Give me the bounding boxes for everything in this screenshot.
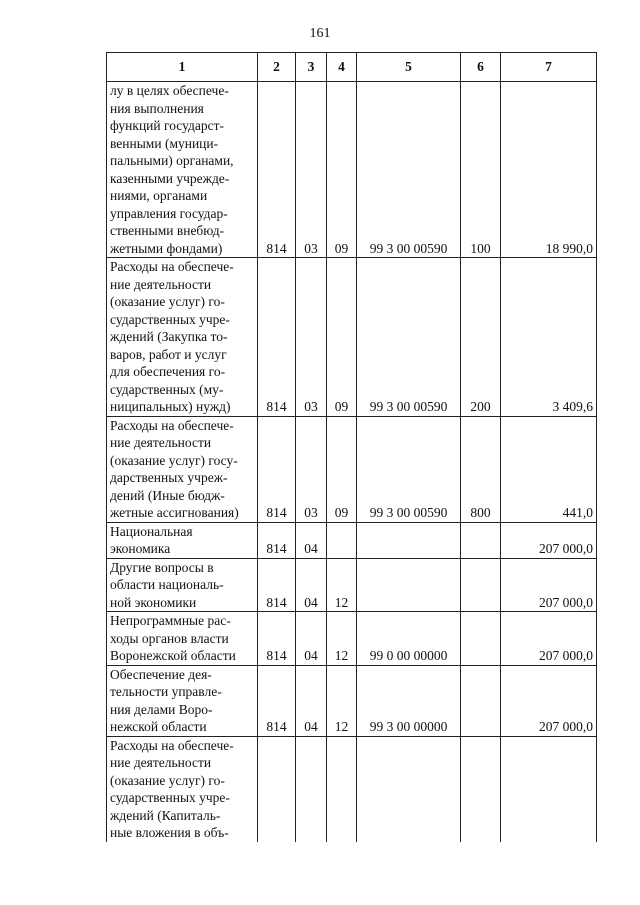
table-row (107, 416, 597, 522)
table-row (107, 612, 597, 666)
row-sum: 207 000,0 (501, 558, 597, 612)
row-vr (461, 665, 501, 736)
row-rz: 04 (296, 612, 327, 666)
row-name: Непрограммные рас- ходы органов власти Воронежской области (107, 612, 258, 666)
row-csr: 99 0 00 00000 (357, 612, 461, 666)
row-name: Другие вопросы в области националь- ной экономики (107, 558, 258, 612)
row-ved: 814 (258, 522, 296, 558)
row-name: лу в целях обеспече- ния выполнения функций государст- венными (муници- пальными) органами, казенными учрежде- ниями, органами управления государ- ственными внебюд- жетными фондами) (107, 82, 258, 258)
row-name: Расходы на обеспече- ние деятельности (оказание услуг) госу- дарственных учреж- дений (Иные бюдж- жетные ассигнования) (107, 416, 258, 522)
row-csr (357, 558, 461, 612)
row-pr: 09 (327, 258, 357, 417)
row-sum: 207 000,0 (501, 612, 597, 666)
row-ved: 814 (258, 416, 296, 522)
row-csr (357, 522, 461, 558)
row-csr: 99 3 00 00000 (357, 665, 461, 736)
row-ved: 814 (258, 558, 296, 612)
table-row (107, 736, 597, 842)
row-ved: 814 (258, 612, 296, 666)
row-name: Расходы на обеспече- ние деятельности (оказание услуг) го- сударственных учре- ждений (Закупка то- варов, работ и услуг для обеспечения го- сударственных (му- ниципальных) нужд) (107, 258, 258, 417)
row-csr: 99 3 00 00590 (357, 82, 461, 258)
table-row (107, 558, 597, 612)
row-vr: 800 (461, 416, 501, 522)
row-pr (327, 736, 357, 842)
row-rz (296, 736, 327, 842)
row-csr: 99 3 00 00590 (357, 416, 461, 522)
row-pr (327, 522, 357, 558)
row-ved: 814 (258, 258, 296, 417)
row-rz: 03 (296, 258, 327, 417)
column-header-csr: 5 (357, 53, 461, 82)
row-rz: 04 (296, 522, 327, 558)
row-sum: 441,0 (501, 416, 597, 522)
budget-table (106, 52, 597, 842)
row-rz: 03 (296, 82, 327, 258)
row-ved: 814 (258, 665, 296, 736)
row-vr (461, 612, 501, 666)
column-header-ved: 2 (258, 53, 296, 82)
row-vr (461, 522, 501, 558)
row-vr (461, 558, 501, 612)
row-sum: 207 000,0 (501, 665, 597, 736)
column-header-pr: 4 (327, 53, 357, 82)
header-row (107, 53, 597, 82)
table-row (107, 665, 597, 736)
column-header-vr: 6 (461, 53, 501, 82)
table-row (107, 82, 597, 258)
row-vr: 100 (461, 82, 501, 258)
table-row (107, 522, 597, 558)
row-sum: 18 990,0 (501, 82, 597, 258)
row-name: Обеспечение дея- тельности управле- ния делами Воро- нежской области (107, 665, 258, 736)
row-pr: 12 (327, 558, 357, 612)
row-vr (461, 736, 501, 842)
row-sum: 207 000,0 (501, 522, 597, 558)
row-ved (258, 736, 296, 842)
row-csr: 99 3 00 00590 (357, 258, 461, 417)
row-vr: 200 (461, 258, 501, 417)
table-row (107, 258, 597, 417)
row-name: Расходы на обеспече- ние деятельности (оказание услуг) го- сударственных учре- ждений (Капиталь- ные вложения в объ- (107, 736, 258, 842)
row-pr: 12 (327, 612, 357, 666)
column-header-sum: 7 (501, 53, 597, 82)
row-sum (501, 736, 597, 842)
page-number: 161 (309, 26, 331, 41)
row-rz: 03 (296, 416, 327, 522)
row-pr: 09 (327, 82, 357, 258)
row-pr: 12 (327, 665, 357, 736)
row-rz: 04 (296, 558, 327, 612)
row-csr (357, 736, 461, 842)
row-sum: 3 409,6 (501, 258, 597, 417)
column-header-rz: 3 (296, 53, 327, 82)
row-ved: 814 (258, 82, 296, 258)
row-pr: 09 (327, 416, 357, 522)
row-rz: 04 (296, 665, 327, 736)
row-name: Национальная экономика (107, 522, 258, 558)
column-header-name: 1 (107, 53, 258, 82)
